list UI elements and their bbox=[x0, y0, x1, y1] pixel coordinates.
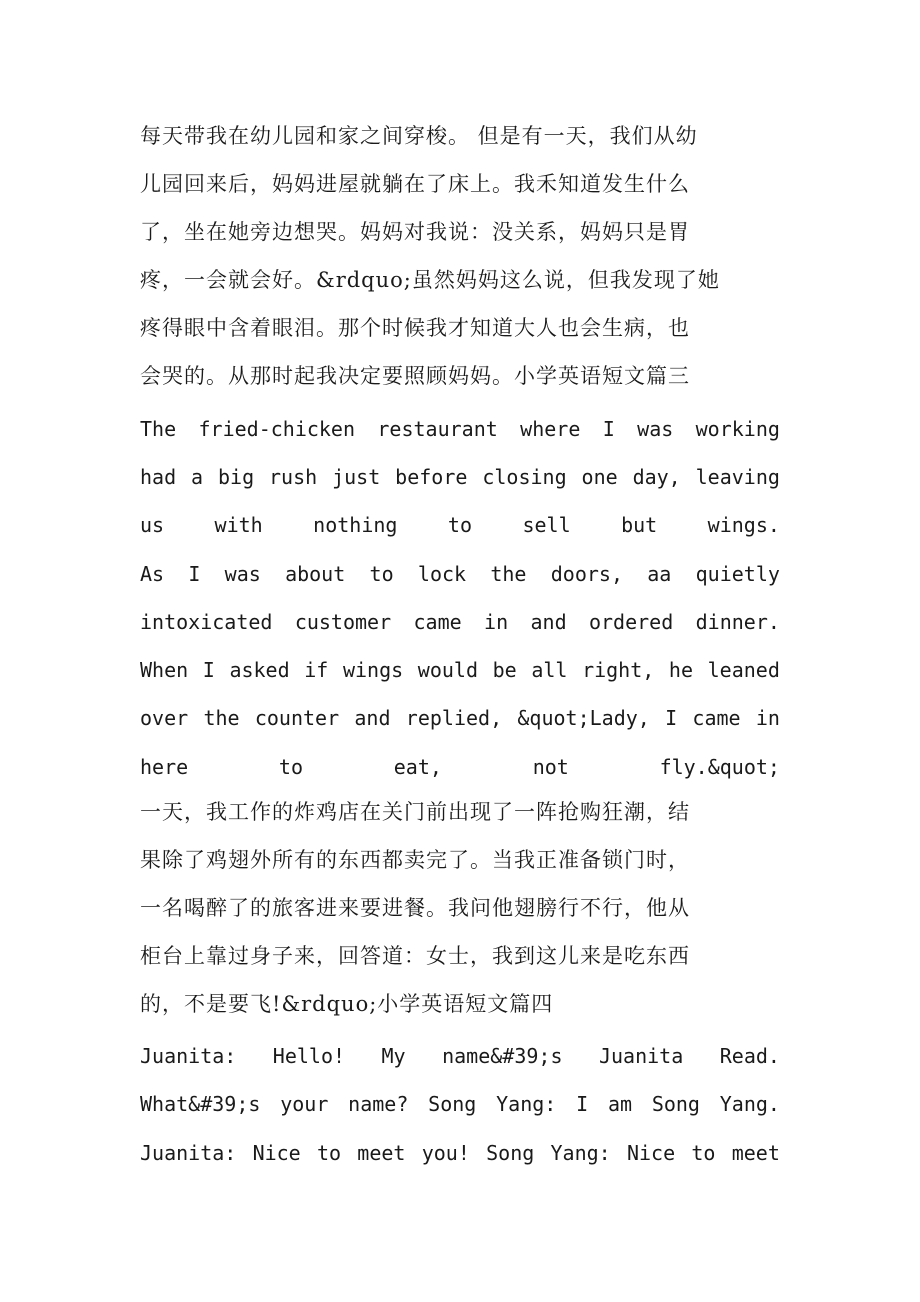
word: one bbox=[581, 465, 618, 489]
word: I bbox=[665, 706, 678, 730]
word: came bbox=[413, 610, 462, 634]
word: if bbox=[304, 658, 329, 682]
word: about bbox=[285, 562, 346, 586]
word: Yang: bbox=[550, 1141, 611, 1165]
word: restaurant bbox=[377, 417, 498, 441]
word: aa bbox=[647, 562, 672, 586]
word: a bbox=[191, 465, 204, 489]
word: Hello! bbox=[272, 1044, 346, 1068]
word: Nice bbox=[252, 1141, 301, 1165]
paragraph-line: 了，坐在她旁边想哭。妈妈对我说：没关系，妈妈只是胃 bbox=[140, 220, 690, 244]
word: &quot;Lady, bbox=[517, 706, 650, 730]
word: lock bbox=[417, 562, 467, 586]
word: fried-chicken bbox=[198, 417, 356, 441]
word: came bbox=[692, 706, 741, 730]
paragraph-line: 果除了鸡翅外所有的东西都卖完了。当我正准备锁门时， bbox=[140, 848, 690, 872]
word: nothing bbox=[313, 513, 398, 537]
paragraph-line bbox=[140, 750, 780, 784]
word: your bbox=[280, 1092, 329, 1116]
word: working bbox=[695, 417, 780, 441]
word: meet bbox=[357, 1141, 406, 1165]
word: the bbox=[490, 562, 527, 586]
word: wings bbox=[342, 658, 404, 682]
paragraph-line bbox=[140, 557, 780, 591]
word: to bbox=[691, 1141, 716, 1165]
paragraph-line: 一天，我工作的炸鸡店在关门前出现了一阵抢购狂潮，结 bbox=[140, 800, 690, 824]
word: closing bbox=[482, 465, 567, 489]
word: As bbox=[140, 562, 165, 586]
paragraph-line bbox=[140, 701, 780, 735]
paragraph-line: 柜台上靠过身子来，回答道：女士，我到这儿来是吃东西 bbox=[140, 944, 690, 968]
word: I bbox=[576, 1092, 589, 1116]
word: was bbox=[637, 417, 674, 441]
word: The bbox=[140, 417, 177, 441]
word: I bbox=[202, 658, 215, 682]
word: leaving bbox=[695, 465, 780, 489]
paragraph-line bbox=[140, 1136, 780, 1170]
word: in bbox=[484, 610, 509, 634]
word: Song bbox=[428, 1092, 477, 1116]
word: I bbox=[602, 417, 615, 441]
word: be bbox=[492, 658, 517, 682]
word: Yang. bbox=[719, 1092, 780, 1116]
word: in bbox=[755, 706, 780, 730]
word: day, bbox=[632, 465, 681, 489]
paragraph-line bbox=[140, 460, 780, 494]
paragraph-line bbox=[140, 653, 780, 687]
word: over bbox=[140, 706, 189, 730]
word: had bbox=[140, 465, 177, 489]
paragraph-line: 一名喝醉了的旅客进来要进餐。我问他翅膀行不行，他从 bbox=[140, 896, 690, 920]
word: the bbox=[203, 706, 240, 730]
word: with bbox=[214, 513, 263, 537]
paragraph-line bbox=[140, 412, 780, 446]
paragraph-line: 每天带我在幼儿园和家之间穿梭。 但是有一天，我们从幼 bbox=[140, 124, 698, 148]
word: to bbox=[278, 755, 304, 779]
word: just bbox=[332, 465, 381, 489]
word: to bbox=[447, 513, 473, 537]
word: Read. bbox=[719, 1044, 780, 1068]
word: Yang: bbox=[496, 1092, 557, 1116]
word: doors, bbox=[550, 562, 623, 586]
paragraph-line: 疼得眼中含着眼泪。那个时候我才知道大人也会生病，也 bbox=[140, 316, 690, 340]
paragraph-line: 会哭的。从那时起我决定要照顾妈妈。小学英语短文篇三 bbox=[140, 364, 690, 388]
word: you! bbox=[421, 1141, 470, 1165]
word: meet bbox=[731, 1141, 780, 1165]
word: here bbox=[140, 755, 189, 779]
word: What&#39;s bbox=[140, 1092, 261, 1116]
word: eat, bbox=[393, 755, 442, 779]
word: ordered bbox=[588, 610, 674, 634]
word: My bbox=[381, 1044, 406, 1068]
word: name&#39;s bbox=[442, 1044, 563, 1068]
word: quietly bbox=[695, 562, 780, 586]
word: Juanita: bbox=[140, 1141, 237, 1165]
word: When bbox=[140, 658, 189, 682]
paragraph-line bbox=[140, 508, 780, 542]
paragraph-line bbox=[140, 605, 780, 639]
word: rush bbox=[269, 465, 318, 489]
word: where bbox=[520, 417, 581, 441]
paragraph-line: 儿园回来后，妈妈进屋就躺在了床上。我禾知道发生什么 bbox=[140, 172, 690, 196]
word: right, bbox=[582, 658, 655, 682]
word: customer bbox=[294, 610, 392, 634]
word: Juanita bbox=[598, 1044, 684, 1068]
word: us bbox=[140, 513, 165, 537]
word: to bbox=[316, 1141, 342, 1165]
word: big bbox=[217, 465, 255, 489]
word: would bbox=[417, 658, 479, 682]
word: to bbox=[369, 562, 394, 586]
word: not bbox=[532, 755, 569, 779]
word: Juanita: bbox=[140, 1044, 237, 1068]
word: fly.&quot; bbox=[659, 755, 780, 779]
word: he bbox=[668, 658, 694, 682]
word: name? bbox=[348, 1092, 409, 1116]
word: and bbox=[354, 706, 391, 730]
paragraph-line: 的，不是要飞!&rdquo;小学英语短文篇四 bbox=[140, 992, 554, 1016]
word: was bbox=[224, 562, 261, 586]
word: dinner. bbox=[695, 610, 780, 634]
word: replied, bbox=[405, 706, 503, 730]
word: asked bbox=[229, 658, 290, 682]
word: all bbox=[531, 658, 568, 682]
paragraph-line bbox=[140, 1087, 780, 1121]
word: and bbox=[530, 610, 567, 634]
word: am bbox=[607, 1092, 633, 1116]
word: Nice bbox=[626, 1141, 676, 1165]
word: leaned bbox=[707, 658, 780, 682]
word: intoxicated bbox=[140, 610, 273, 634]
word: sell bbox=[522, 513, 571, 537]
word: before bbox=[395, 465, 468, 489]
word: I bbox=[188, 562, 201, 586]
word: Song bbox=[651, 1092, 700, 1116]
word: counter bbox=[254, 706, 340, 730]
word: Song bbox=[486, 1141, 535, 1165]
paragraph-line: 疼，一会就会好。&rdquo;虽然妈妈这么说，但我发现了她 bbox=[140, 268, 720, 292]
word: wings. bbox=[707, 513, 780, 537]
paragraph-line bbox=[140, 1039, 780, 1073]
word: but bbox=[621, 513, 658, 537]
